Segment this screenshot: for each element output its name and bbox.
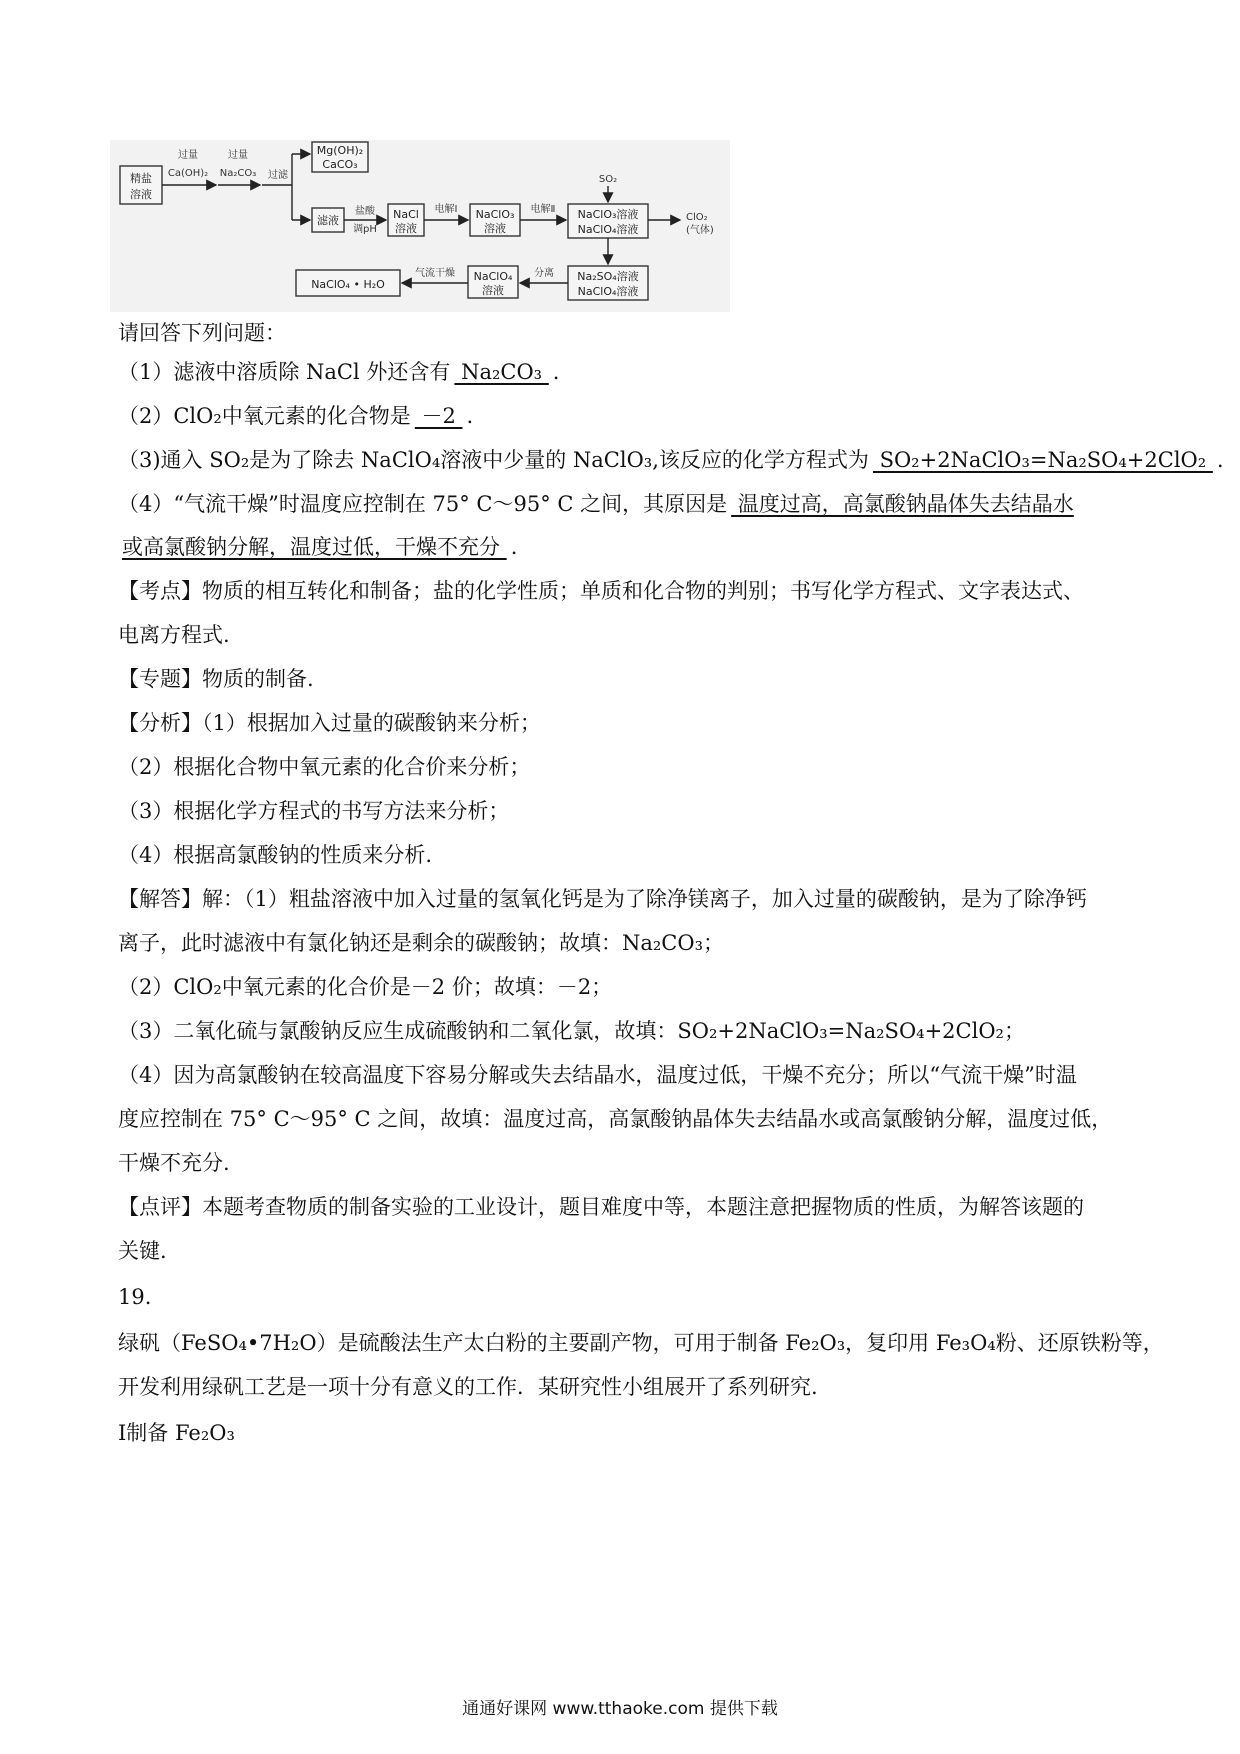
page-footer: 通通好课网 www.tthaoke.com 提供下载	[462, 1699, 778, 1719]
q2-answer: －2	[414, 404, 463, 428]
precip-line2: CaCO₃	[322, 158, 358, 171]
fenxi-line1: 【分析】（1）根据加入过量的碳酸钠来分析；	[118, 711, 541, 735]
intro-line: 请回答下列问题：	[118, 321, 286, 345]
q3-answer: SO₂+2NaClO₃=Na₂SO₄+2ClO₂	[872, 448, 1213, 472]
q2-suffix: .	[466, 404, 474, 428]
q4-suffix: .	[510, 535, 518, 559]
step2-label-2: Na₂CO₃	[219, 168, 257, 179]
jieda-line2: 离子，此时滤液中有氯化钠还是剩余的碳酸钠；故填：Na₂CO₃；	[118, 931, 725, 955]
mix1-line2: NaClO₄溶液	[577, 223, 639, 236]
naclo3-line2: 溶液	[484, 222, 506, 235]
kaodian-line1: 【考点】物质的相互转化和制备；盐的化学性质；单质和化合物的判别；书写化学方程式、文字表达式、	[118, 579, 1084, 603]
q3-suffix: .	[1216, 448, 1224, 472]
mix2-line2: NaClO₄溶液	[577, 285, 639, 298]
q4-line2	[118, 532, 517, 562]
lvfan-line1: 绿矾（FeSO₄•7H₂O）是硫酸法生产太白粉的主要副产物，可用于制备 Fe₂O₃，复印用 Fe₃O₄粉、还原铁粉等，	[118, 1331, 1164, 1355]
zhuanti-line: 【专题】物质的制备.	[118, 667, 314, 691]
fenxi-line3: （3）根据化学方程式的书写方法来分析；	[118, 799, 510, 823]
dianping-line2: 关键.	[118, 1239, 167, 1263]
q1-prefix: （1）滤液中溶质除 NaCl 外还含有	[118, 360, 451, 384]
precip-line1: Mg(OH)₂	[316, 144, 364, 157]
fenxi-line4: （4）根据高氯酸钠的性质来分析.	[118, 843, 433, 867]
lvfan-line2: 开发利用绿矾工艺是一项十分有意义的工作．某研究性小组展开了系列研究.	[118, 1375, 818, 1399]
jieda-line1: 【解答】解：（1）粗盐溶液中加入过量的氢氧化钙是为了除净镁离子，加入过量的碳酸钠，是为了除净钙	[118, 887, 1087, 911]
q1-suffix: .	[552, 360, 560, 384]
product-text: NaClO₄ • H₂O	[311, 278, 385, 291]
naclo3-line1: NaClO₃	[475, 208, 515, 221]
hcl-label-1: 盐酸	[355, 206, 375, 217]
step3-label: 过滤	[268, 170, 288, 181]
step1-label-2: Ca(OH)₂	[167, 168, 209, 179]
hcl-label-2: 调pH	[353, 224, 377, 235]
raw-box-line1: 精盐	[130, 172, 152, 185]
elec1-label: 电解Ⅰ	[434, 204, 458, 215]
q3-line	[118, 445, 1224, 475]
q1-line	[118, 357, 559, 387]
elec2-label: 电解Ⅱ	[530, 204, 556, 215]
dianping-line1: 【点评】本题考查物质的制备实验的工业设计，题目难度中等，本题注意把握物质的性质，为解答该题的	[118, 1195, 1084, 1219]
jieda-line6: 度应控制在 75° C～95° C 之间，故填：温度过高，高氯酸钠晶体失去结晶水或高氯酸钠分解，温度过低，	[118, 1107, 1113, 1131]
naclo4-line2: 溶液	[482, 284, 504, 297]
filtrate-text: 滤液	[317, 214, 339, 227]
q1-answer: Na₂CO₃	[454, 360, 549, 384]
q2-prefix: （2）ClO₂中氧元素的化合物是	[118, 404, 411, 428]
nacl-line1: NaCl	[393, 208, 419, 221]
step1-label-1: 过量	[178, 150, 198, 161]
q4-answer-part2: 或高氯酸钠分解，温度过低，干燥不充分	[122, 535, 507, 559]
sep-label: 分离	[534, 268, 554, 279]
step2-label-1: 过量	[228, 150, 248, 161]
mix2-line1: Na₂SO₄溶液	[577, 270, 639, 283]
clo2-label-2: (气体)	[686, 225, 714, 236]
raw-box-line2: 溶液	[130, 188, 152, 201]
jieda-line4: （3）二氧化硫与氯酸钠反应生成硫酸钠和二氧化氯，故填：SO₂+2NaClO₃=Na₂SO₄+2ClO₂；	[118, 1019, 1025, 1043]
q2-line	[118, 401, 473, 431]
q3-prefix: （3)通入 SO₂是为了除去 NaClO₄溶液中少量的 NaClO₃,该反应的化学方程式为	[118, 448, 869, 472]
q4-answer-part1: 温度过高，高氯酸钠晶体失去结晶水	[731, 492, 1074, 516]
dry-label: 气流干燥	[415, 268, 455, 279]
nacl-line2: 溶液	[395, 222, 417, 235]
naclo4-line1: NaClO₄	[473, 270, 513, 283]
mix1-line1: NaClO₃溶液	[577, 208, 639, 221]
q4-line1	[118, 489, 1078, 519]
kaodian-line2: 电离方程式.	[118, 623, 230, 647]
clo2-label-1: ClO₂	[686, 212, 708, 223]
question-19-number: 19.	[118, 1285, 152, 1309]
q4-prefix: （4）“气流干燥”时温度应控制在 75° C～95° C 之间，其原因是	[118, 492, 728, 516]
process-flow-diagram	[110, 140, 730, 312]
fenxi-line2: （2）根据化合物中氧元素的化合价来分析；	[118, 755, 531, 779]
section-1-heading: Ⅰ制备 Fe₂O₃	[118, 1421, 235, 1445]
jieda-line3: （2）ClO₂中氧元素的化合价是－2 价；故填：－2；	[118, 975, 613, 999]
jieda-line5: （4）因为高氯酸钠在较高温度下容易分解或失去结晶水，温度过低，干燥不充分；所以“气流干燥”时温	[118, 1063, 1077, 1087]
jieda-line7: 干燥不充分.	[118, 1151, 230, 1175]
so2-label: SO₂	[598, 174, 618, 185]
